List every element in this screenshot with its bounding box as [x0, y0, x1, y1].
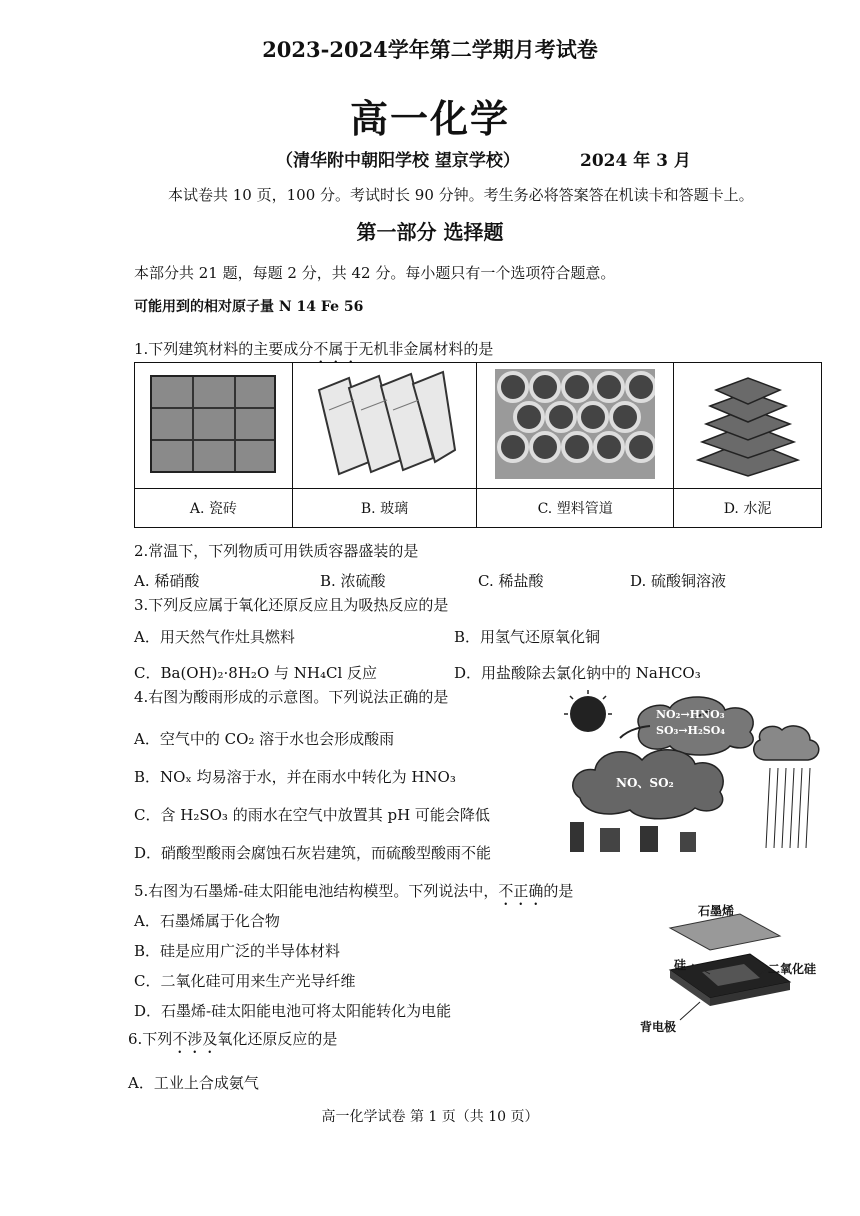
q5-option-b: B．硅是应用广泛的半导体材料: [134, 942, 341, 960]
q1-stem: 1.下列建筑材料的主要成分不属于无机非金属材料的是: [134, 340, 494, 358]
q3-option-c: C．Ba(OH)₂·8H₂O 与 NH₄Cl 反应: [134, 664, 378, 682]
label-electrode: 背电极: [640, 1020, 677, 1034]
q2-option-a: A. 稀硝酸: [134, 572, 200, 590]
q2-option-b: B. 浓硫酸: [320, 572, 386, 590]
label-silicon: 硅: [674, 958, 687, 972]
tile-image: [135, 363, 293, 489]
q4-option-c: C．含 H₂SO₃ 的雨水在空气中放置其 pH 可能会降低: [134, 806, 490, 824]
exam-title: 2023-2024学年第二学期月考试卷: [262, 37, 598, 62]
subject-title: 高一化学: [349, 96, 510, 141]
sun-icon: [570, 696, 606, 732]
fig-label-no2: NO₂→HNO₃: [656, 708, 725, 721]
page-footer: 高一化学试卷 第 1 页（共 10 页）: [321, 1109, 539, 1125]
q1-materials-table: [134, 362, 822, 528]
q1-option-a: A. 瓷砖: [135, 489, 293, 528]
q1-option-b: B. 玻璃: [292, 489, 477, 528]
q6-stem: 6.下列不涉及氧化还原反应的是: [128, 1030, 338, 1048]
label-sio2: 二氧化硅: [768, 962, 817, 976]
school-name: （清华附中朝阳学校 望京学校）: [276, 151, 520, 171]
q3-option-a: A．用天然气作灶具燃料: [134, 628, 295, 646]
q5-option-c: C．二氧化硅可用来生产光导纤维: [134, 972, 356, 990]
q5-stem: 5.右图为石墨烯-硅太阳能电池结构模型。下列说法中，不正确的是: [134, 882, 574, 900]
acid-rain-figure: [560, 688, 830, 858]
q4-stem: 4.右图为酸雨形成的示意图。下列说法正确的是: [134, 688, 449, 706]
fig-label-so3: SO₃→H₂SO₄: [656, 724, 726, 737]
q3-option-b: B．用氢气还原氧化铜: [454, 628, 601, 646]
q4-option-d: D．硝酸型酸雨会腐蚀石灰岩建筑，而硫酸型酸雨不能: [134, 844, 492, 862]
q5-option-a: A．石墨烯属于化合物: [134, 912, 280, 930]
q3-option-d: D．用盐酸除去氯化钠中的 NaHCO₃: [454, 664, 701, 682]
fig-label-cloud: NO、SO₂: [616, 776, 674, 790]
label-graphene: 石墨烯: [698, 904, 735, 918]
q2-stem: 2.常温下，下列物质可用铁质容器盛装的是: [134, 542, 419, 560]
q4-option-a: A．空气中的 CO₂ 溶于水也会形成酸雨: [134, 730, 395, 748]
exam-date: 2024 年 3 月: [580, 151, 691, 171]
pipes-image: [477, 363, 674, 489]
atomic-mass: 可能用到的相对原子量 N 14 Fe 56: [134, 299, 364, 315]
q2-option-d: D. 硫酸铜溶液: [630, 572, 727, 590]
instructions: 本试卷共 10 页，100 分。考试时长 90 分钟。考生务必将答案答在机读卡和答题卡上。: [168, 186, 754, 204]
q2-option-c: C. 稀盐酸: [478, 572, 544, 590]
q1-option-d: D. 水泥: [674, 489, 822, 528]
q5-option-d: D．石墨烯-硅太阳能电池可将太阳能转化为电能: [134, 1002, 452, 1020]
q4-option-b: B．NOₓ 均易溶于水，并在雨水中转化为 HNO₃: [134, 768, 456, 786]
q6-option-a: A．工业上合成氨气: [128, 1074, 259, 1092]
solar-cell-figure: [640, 898, 840, 1038]
q1-option-c: C. 塑料管道: [477, 489, 674, 528]
glass-image: [292, 363, 477, 489]
part1-title: 第一部分 选择题: [356, 220, 504, 244]
q3-stem: 3.下列反应属于氧化还原反应且为吸热反应的是: [134, 596, 449, 614]
part1-intro: 本部分共 21 题，每题 2 分，共 42 分。每小题只有一个选项符合题意。: [134, 264, 616, 282]
cement-image: [674, 363, 822, 489]
